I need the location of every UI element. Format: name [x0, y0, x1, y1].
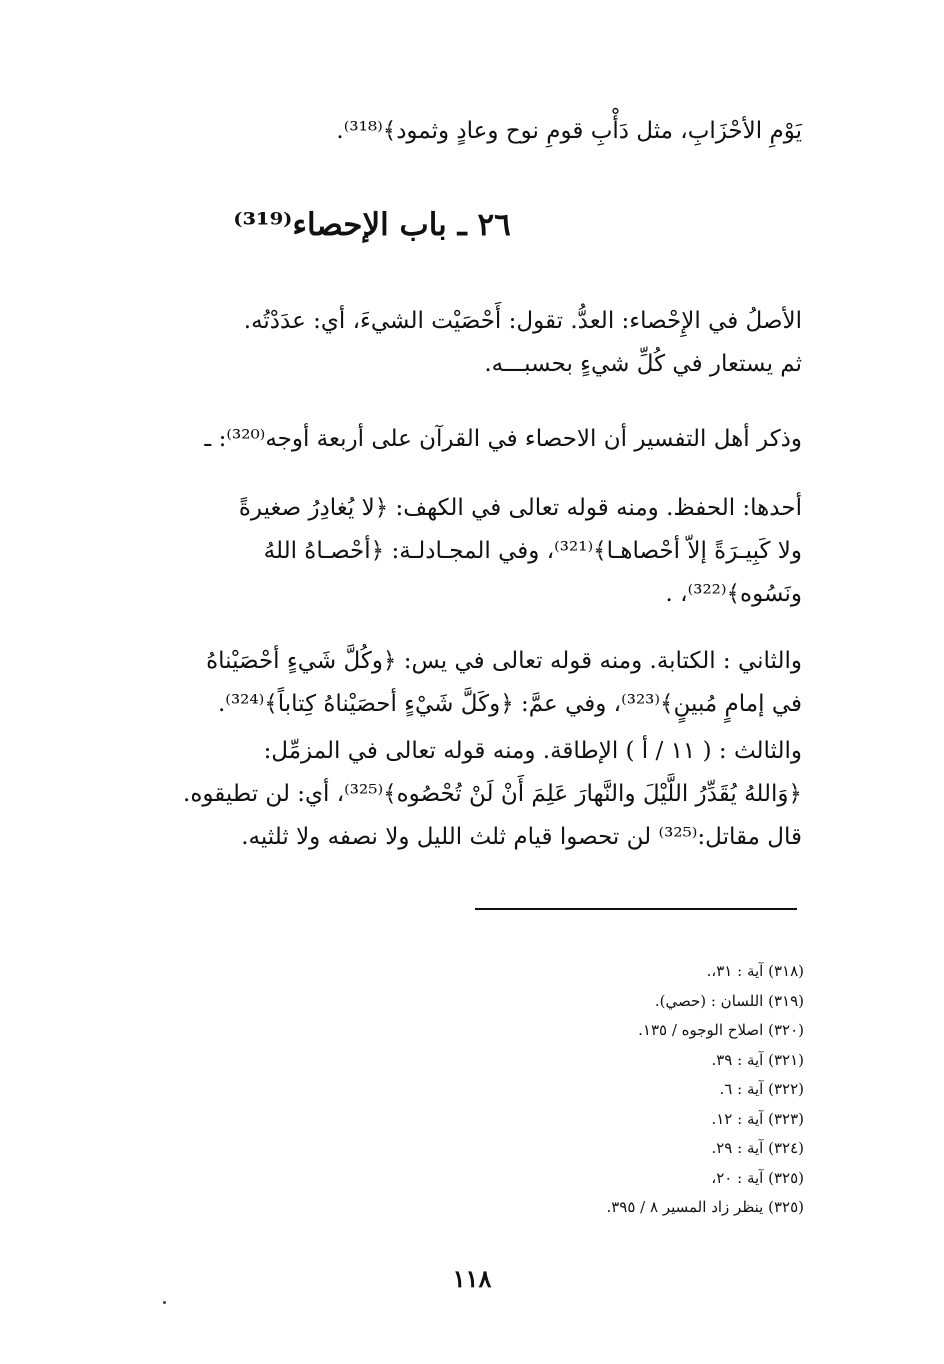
footnote: (٣٢٠) اصلاح الوجوه / ١٣٥. [638, 1021, 804, 1039]
page-number: ١١٨ [452, 1264, 492, 1293]
paragraph-second-meaning [130, 640, 802, 726]
paragraph-line: ثم يستعار في كُلِّ شيءٍ بحسبـــه. [484, 351, 802, 377]
footnote: (٣٢٥) آية : ٢٠، [711, 1168, 804, 1187]
paragraph-line: قال مقاتل:⁽³²⁵⁾ لن تحصوا قيام ثلث الليل ولا نصفه ولا ثلثيه. [241, 824, 802, 850]
opening-line [130, 110, 802, 153]
footnote: (٣٢٢) آية : ٦. [719, 1080, 804, 1098]
paragraph-line: والثاني : الكتابة. ومنه قوله تعالى في يس: ﴿وكُلَّ شَيءٍ أحْصَيْناهُ [206, 648, 802, 674]
scan-speck [163, 1301, 166, 1304]
paragraph-intro [130, 418, 802, 461]
paragraph-first-meaning [130, 487, 802, 616]
footnote: (٣٢١) آية : ٣٩. [711, 1050, 804, 1069]
paragraph-line: الأصلُ في الإِحْصاء: العدُّ. تقول: أَحْصَيْت الشيءَ، أي: عدَدْتُه. [243, 308, 802, 334]
footnote: (٣٢٣) آية : ١٢. [711, 1109, 804, 1128]
paragraph-definition [130, 300, 802, 386]
paragraph-line: وذكر أهل التفسير أن الاحصاء في القرآن على أربعة أوجه⁽³²⁰⁾: ـ [204, 426, 802, 452]
footnote: (٣١٩) اللسان : (حصي). [654, 991, 804, 1010]
footnote: (٣٢٤) آية : ٢٩. [711, 1139, 804, 1157]
paragraph-line: أحدها: الحفظ. ومنه قوله تعالى في الكهف: ﴿لا يُغادِرُ صغيرةً [238, 495, 802, 521]
footnote-divider [475, 908, 797, 910]
paragraph-line: والثالث : ( ١١ / أ ) الإطاقة. ومنه قوله تعالى في المزمِّل: [263, 738, 802, 764]
footnote: (٣٢٥) ينظر زاد المسير ٨ / ٣٩٥. [606, 1198, 804, 1216]
chapter-heading: ٢٦ ـ باب الإحصاء⁽³¹⁹⁾ [233, 207, 511, 243]
paragraph-line: ونَسُوه﴾⁽³²²⁾، . [665, 581, 802, 607]
paragraph-third-meaning [130, 730, 802, 859]
paragraph-line: ولا كَبِيـرَةً إلاّ أحْصاهـا﴾⁽³²¹⁾، وفي المجـادلـة: ﴿أحْصـاهُ اللهُ [263, 538, 802, 564]
paragraph-line: ﴿وَاللهُ يُقَدِّرُ اللَّيْلَ والنَّهارَ عَلِمَ أَنْ لَنْ تُحْصُوه﴾⁽³²⁵⁾، أي: لن تطيقوه. [183, 781, 802, 807]
paragraph-line: في إمامٍ مُبينٍ﴾⁽³²³⁾، وفي عمَّ: ﴿وكَلَّ شَيْءٍ أحصَيْناهُ كِتاباً﴾⁽³²⁴⁾. [217, 691, 802, 717]
footnote: (٣١٨) آية : ٣١،. [706, 962, 804, 980]
opening-text: يَوْمِ الأحْزَابِ، مثل دَأْبِ قومِ نوح وعادٍ وثمود﴾⁽³¹⁸⁾. [336, 118, 802, 144]
footnotes [300, 957, 804, 1223]
